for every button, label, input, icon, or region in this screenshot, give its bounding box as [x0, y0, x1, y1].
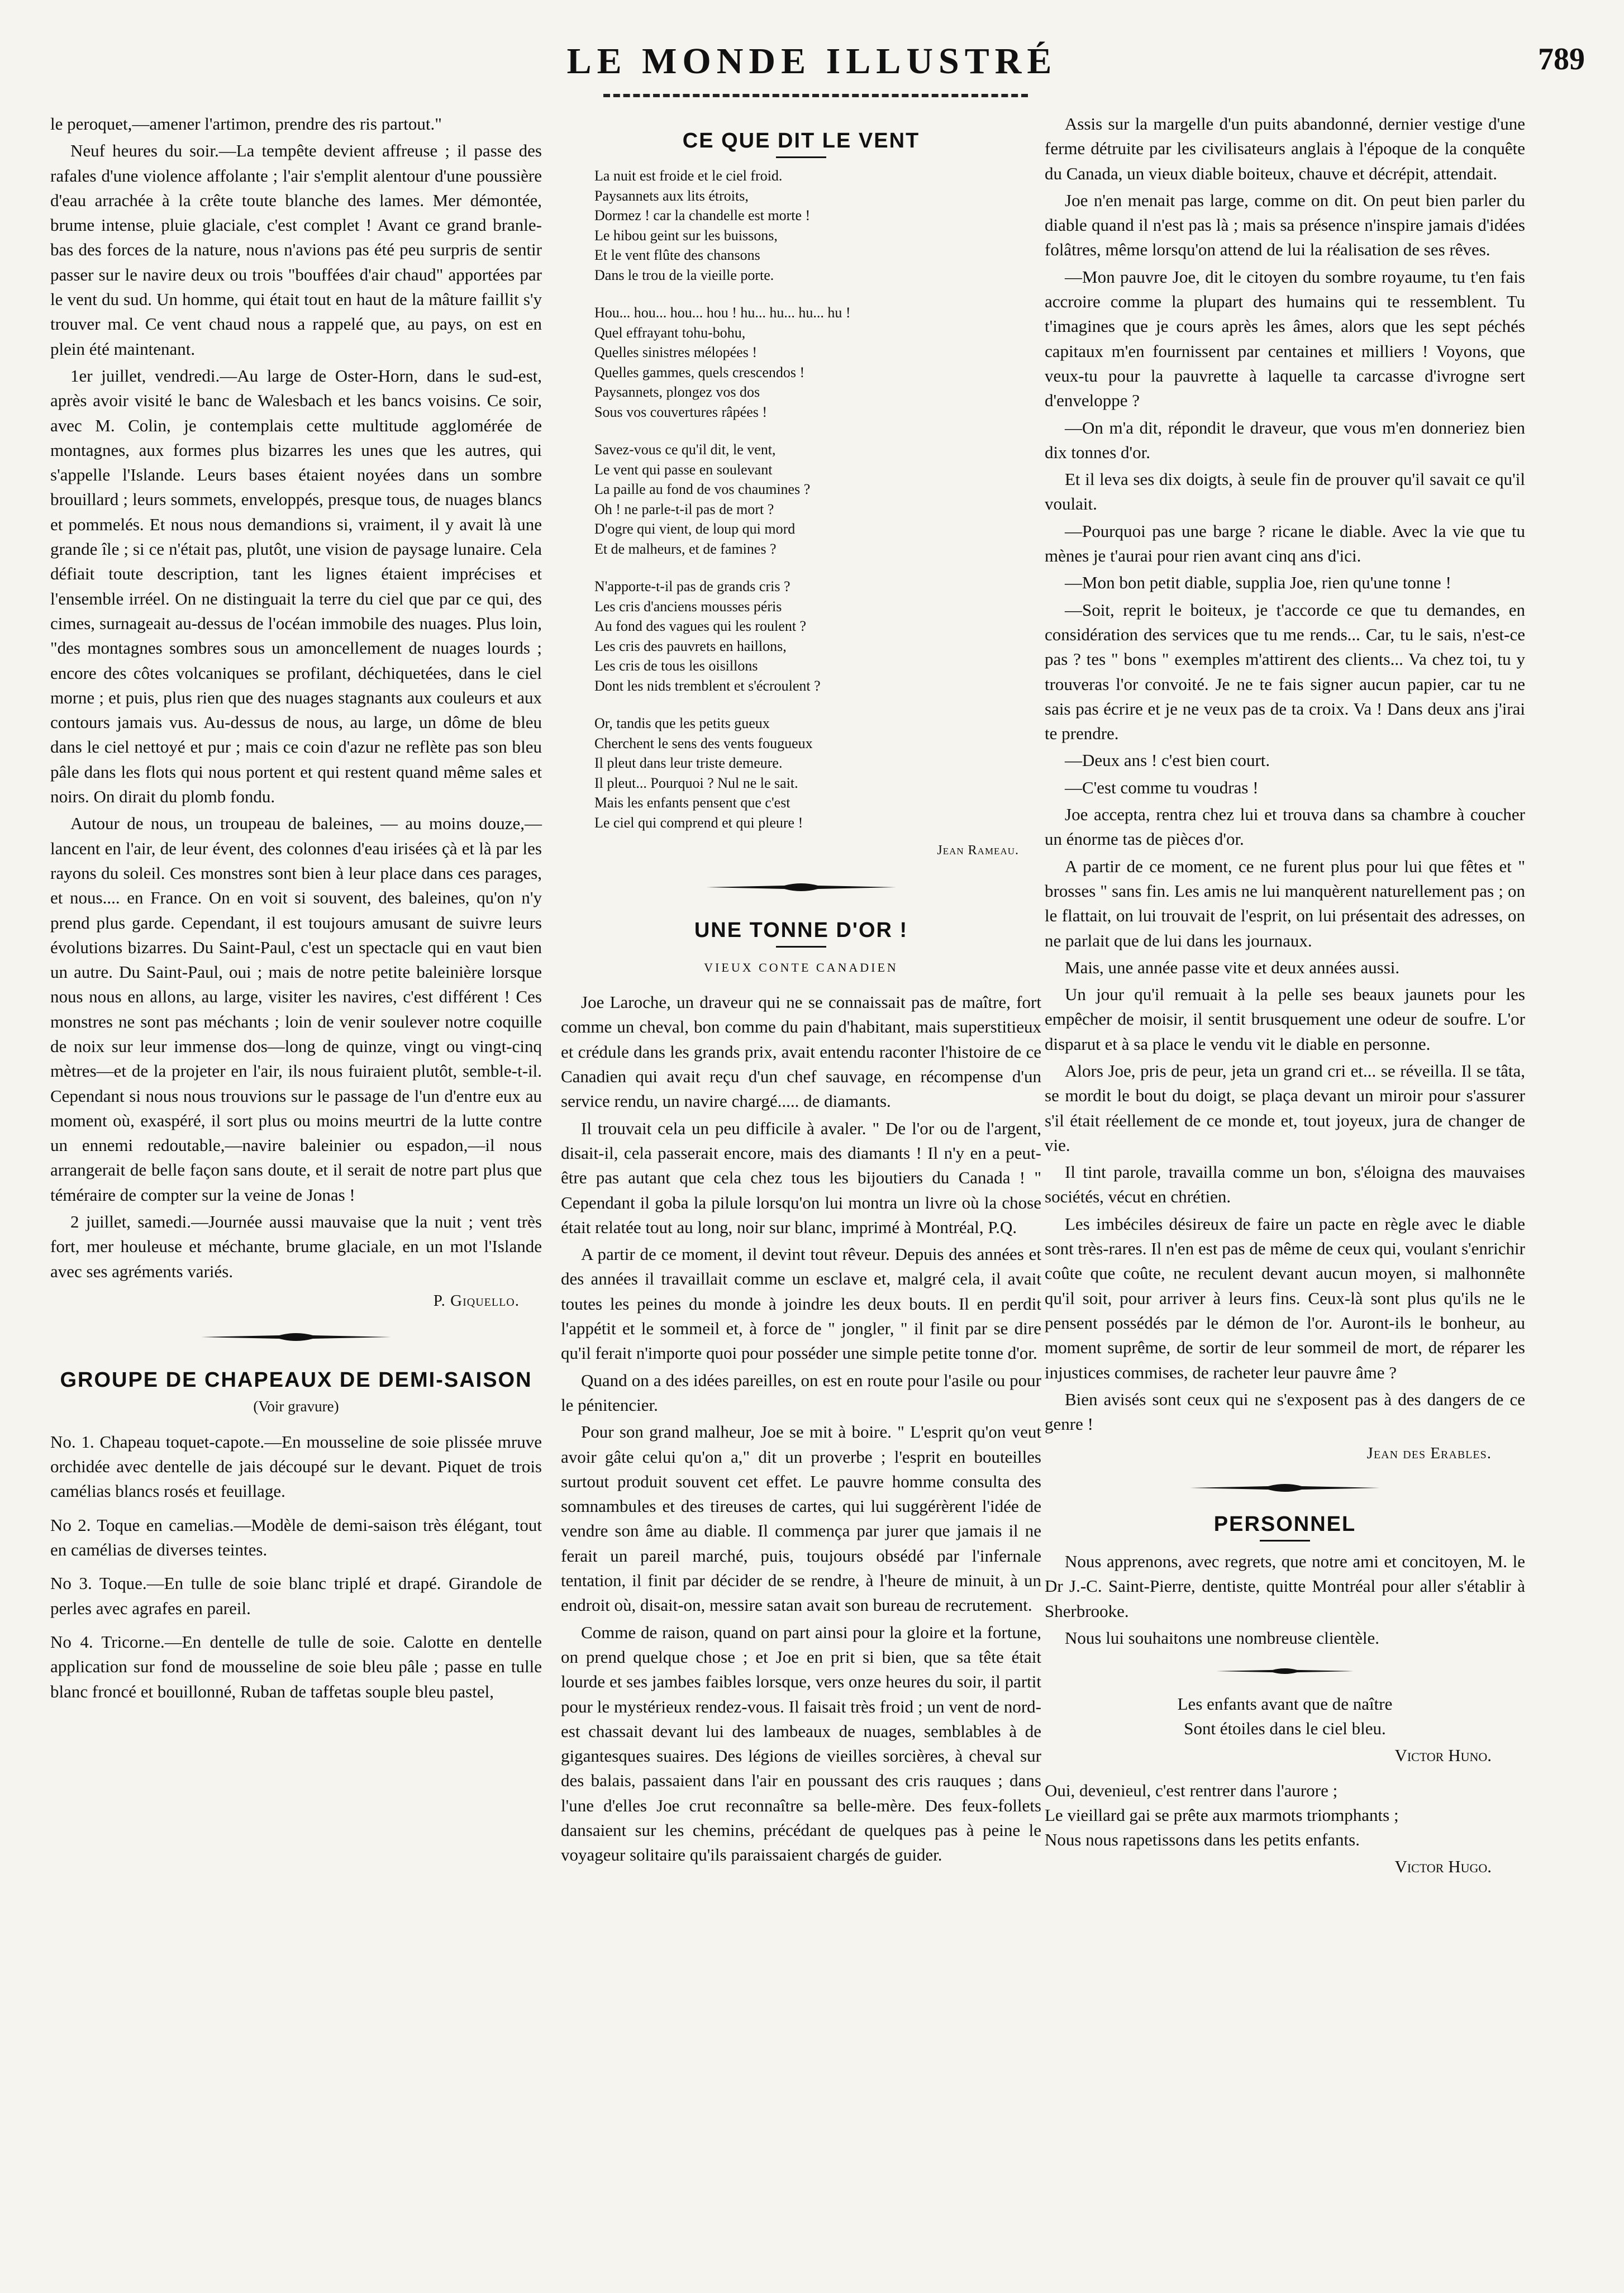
poem-line: Le vent qui passe en soulevant: [594, 461, 773, 478]
quote-signature: Victor Huno.: [1394, 1745, 1492, 1766]
poem-line: Mais les enfants pensent que c'est: [594, 795, 790, 811]
poem-line: N'apporte-t-il pas de grands cris ?: [594, 578, 790, 595]
poem-line: La nuit est froide et le ciel froid.: [594, 168, 783, 184]
paragraph: Alors Joe, pris de peur, jeta un grand cri et... se réveilla. Il se tâta, se mordit le bout du doigt, se plaça devant un miroir pour s'assurer s'il était réellement de ce monde et, tout joyeux, jura de changer de vie.: [1045, 1060, 1525, 1155]
list-item: No 3. Toque.—En tulle de soie blanc triplé et drapé. Girandole de perles avec agrafes en pareil.: [50, 1573, 542, 1618]
paragraph: Autour de nous, un troupeau de baleines, — au moins douze,—lancent en l'air, de leur évent, des colonnes d'eau irisées çà et là par les rayons du soleil. Ces monstres sont bien à leur place dans ces parages, et nous.... en France. On en voit si souvent, des baleines, qu'on n'y prend plus garde. Cependant, il est toujours amusant de suivre leurs évolutions bizarres. Du Saint-Paul, c'est un spectacle qui en vaut bien un autre. Du Saint-Paul, oui ; mais de notre petite baleinière lorsque nous nous en allons, au large, visiter les navires, c'est différent ! Ces monstres ne sont pas méchants ; loin de venir soulever notre coquille de noix sur leur immense dos—long de quinze, vingt ou vingt-cinq mètres—et de la projeter en l'air, ils nous fuiraient plutôt, semble-t-il. Cependant si nous nous trouvions sur le passage de l'un d'entre eux au moment où, exaspéré, il sort plus ou moins meurtri de la lutte contre un ennemi redoutable,—navire baleinier ou espadon,—il nous arrangerait de belle façon sans doute, et il serait de notre part plus que téméraire de compter sur la veine de Jonas !: [50, 814, 542, 1205]
column-left: [50, 112, 542, 1704]
verse-line: Sont étoiles dans le ciel bleu.: [1184, 1719, 1386, 1739]
column-middle: [561, 112, 1041, 1868]
paragraph: Bien avisés sont ceux qui ne s'exposent pas à des dangers de ce genre !: [1045, 1389, 1525, 1434]
poem-line: Dans le trou de la vieille porte.: [594, 267, 774, 283]
author-signature: P. Giquello.: [433, 1291, 520, 1310]
paragraph: Assis sur la margelle d'un puits abandonné, dernier vestige d'une ferme détruite par les civilisateurs anglais à l'époque de la conquête du Canada, un vieux diable boiteux, chauve et décrépit, attendait.: [1045, 114, 1525, 183]
list-item: No 2. Toque en camelias.—Modèle de demi-saison très élégant, tout en camélias de diverses teintes.: [50, 1515, 542, 1560]
paragraph: Pour son grand malheur, Joe se mit à boire. " L'esprit qu'on veut avoir gâte celui qu'on a," dit un proverbe ; l'esprit en bouteilles surtout produit souvent cet effet. Le pauvre homme consulta des somnambules et des tireuses de cartes, qui lui suggérèrent l'idée de vendre son âme au diable. Il commença par jurer que jamais il ne ferait un pareil marché, puis, toujours obsédé par l'infernale tentation, il finit par décider de se rendre, à l'heure de minuit, à un endroit où, disait-on, messire satan avait son bureau de recrutement.: [561, 1422, 1041, 1615]
newspaper-title: LE MONDE ILLUSTRÉ: [566, 41, 1058, 82]
poem-line: Quelles gammes, quels crescendos !: [594, 364, 805, 380]
poem-stanza: [594, 577, 1041, 696]
poem-line: Quel effrayant tohu-bohu,: [594, 324, 746, 341]
paragraph: Comme de raison, quand on part ainsi pour la gloire et la fortune, on prend quelque chose ; et Joe en prit si bien, que sa tête était lourde et ses jambes faibles lorsque, vers onze heures du soir, il partit pour le mystérieux rendez-vous. Il faisait très froid ; un vent de nord-est chassait devant lui des lambeaux de nuages, semblables à de gigantesques suaires. Des légions de vieilles sorcières, à cheval sur des balais, passaient dans l'air en poussant des cris rauques ; dans l'une d'elles Joe crut reconnaître sa belle-mère. Des feux-follets dansaient sur les chemins, précédant de quelques pas à peine le voyageur solitaire qu'ils paraissaient chargés de guider.: [561, 1622, 1041, 1865]
paragraph: 2 juillet, samedi.—Journée aussi mauvaise que la nuit ; vent très fort, mer houleuse et méchante, brume glaciale, en un mot l'Islande avec ses agréments variés.: [50, 1212, 542, 1281]
quote-signature: Victor Hugo.: [1394, 1856, 1492, 1876]
poem-line: Les cris des pauvrets en haillons,: [594, 638, 787, 654]
paragraph: —Pourquoi pas une barge ? ricane le diable. Avec la vie que tu mènes je t'aurai pour rien avant cinq ans d'ici.: [1045, 521, 1525, 566]
poem-stanza: [594, 166, 1041, 285]
quote-verse: [1045, 1692, 1525, 1741]
poem-line: Les cris d'anciens mousses péris: [594, 598, 782, 615]
poem-signature: Jean Rameau.: [937, 843, 1019, 858]
paragraph: —Mon pauvre Joe, dit le citoyen du sombre royaume, tu t'en fais accroire comme la plupart des humains qui te ressemblent. Tu t'imagines que je cours après les âmes, alors que les sept péchés capitaux m'en fournissent par centaines et milliers ! Voyons, que veux-tu pour la pauvrette à laquelle ta carcasse d'ivrogne sert d'enveloppe ?: [1045, 267, 1525, 411]
story-heading: UNE TONNE D'OR !: [694, 918, 908, 942]
list-item: No 4. Tricorne.—En dentelle de tulle de soie. Calotte en dentelle application sur fond de mousseline de soie bleu pâle ; passe en tulle blanc froncé et bouillonné, Ruban de taffetas souple bleu pastel,: [50, 1631, 542, 1701]
poem-line: Et le vent flûte des chansons: [594, 247, 760, 264]
poem-line: Paysannets, plongez vos dos: [594, 384, 760, 401]
ornament-divider: [196, 1330, 397, 1344]
poem-line: Dont les nids tremblent et s'écroulent ?: [594, 677, 821, 694]
poem-stanza: [594, 440, 1041, 559]
paragraph: Il trouvait cela un peu difficile à avaler. " De l'or ou de l'argent, disait-il, cela passerait encore, mais des diamants ! Il n'y en a peut-être pas autant que cela chez tous les bijoutiers du Canada ! " Cependant il goba la pilule lorsqu'on lui montra un livre où la chose était relatée tout au long, noir sur blanc, imprimé à Montréal, P.Q.: [561, 1118, 1041, 1237]
story-subheading: VIEUX CONTE CANADIEN: [704, 960, 898, 974]
paragraph: Les imbéciles désireux de faire un pacte en règle avec le diable sont très-rares. Il n'en est pas de même de ceux qui, voulant s'enrichir coûte que coûte, ne reculent devant aucun moyen, si malhonnête qu'il soit, pour arriver à leurs fins. Ceux-là sont plus qu'ils ne le pensent possédés par le démon de l'or. Auront-ils le bonheur, au moment suprême, de sortir de leur sommeil de mort, de réparer les injustices commises, de racheter leur pauvre âme ?: [1045, 1214, 1525, 1382]
paragraph: Nous lui souhaitons une nombreuse clientèle.: [1065, 1628, 1380, 1648]
paragraph: Il tint parole, travailla comme un bon, s'éloigna des mauvaises sociétés, vécut en chrétien.: [1045, 1162, 1525, 1207]
paragraph: A partir de ce moment, ce ne furent plus pour lui que fêtes et " brosses " sans fin. Les amis ne lui manquèrent naturellement pas ; on le flattait, on lui trouvait de l'esprit, on lui présentait des adresses, on ne parlait que de lui dans les journaux.: [1045, 856, 1525, 950]
poem-stanza: [594, 713, 1041, 832]
chapeaux-heading: GROUPE DE CHAPEAUX DE DEMI-SAISON: [60, 1368, 532, 1392]
quote-verse: [1045, 1778, 1525, 1852]
paragraph: Nous apprenons, avec regrets, que notre ami et concitoyen, M. le Dr J.-C. Saint-Pierre, dentiste, quitte Montréal pour aller s'établir à Sherbrooke.: [1045, 1552, 1525, 1621]
paragraph: —Deux ans ! c'est bien court.: [1065, 750, 1270, 770]
chapeaux-list: [50, 1430, 542, 1704]
poem-line: Paysannets aux lits étroits,: [594, 187, 749, 204]
poem-line: Cherchent le sens des vents fougueux: [594, 735, 813, 751]
paragraph: —Mon bon petit diable, supplia Joe, rien qu'une tonne !: [1065, 573, 1451, 593]
poem-line: Le ciel qui comprend et qui pleure !: [594, 814, 803, 831]
poem-stanza: [594, 303, 1041, 422]
paragraph: Joe accepta, rentra chez lui et trouva dans sa chambre à coucher un énorme tas de pièces d'or.: [1045, 805, 1525, 849]
paragraph: Et il leva ses dix doigts, à seule fin de prouver qu'il savait ce qu'il voulait.: [1045, 469, 1525, 514]
paragraph: —C'est comme tu voudras !: [1065, 777, 1259, 797]
poem-line: Il pleut... Pourquoi ? Nul ne le sait.: [594, 774, 798, 791]
masthead: [0, 0, 1624, 112]
list-item: No. 1. Chapeau toquet-capote.—En mousseline de soie plissée mruve orchidée avec dentelle de jais découpé sur le devant. Piquet de trois camélias blancs rosés et feuillage.: [50, 1431, 542, 1501]
poem-line: Et de malheurs, et de famines ?: [594, 540, 777, 557]
paragraph: Un jour qu'il remuait à la pelle ses beaux jaunets pour les empêcher de moisir, il sentit brusquement une odeur de soufre. L'or disparut et à sa place le vendu vit le diable en personne.: [1045, 984, 1525, 1054]
paragraph: Quand on a des idées pareilles, on est en route pour l'asile ou pour le pénitencier.: [561, 1370, 1041, 1415]
paragraph: 1er juillet, vendredi.—Au large de Oster-Horn, dans le sud-est, après avoir visité le banc de Walesbach et les bancs voisins. Ce soir, avec M. Colin, je contemplais cette multitude agglomérée de montagnes, aux formes plus bizarres les unes que les autres, qui s'appelle l'Islande. Leurs bases étaient noyées dans un sombre brouillard ; leurs sommets, enveloppés, presque tous, de nuages blancs et pommelés. Et nous nous demandions si, vraiment, il y avait là une grande île ; si ce n'était pas, plutôt, une vision de paysage lunaire. Cela défiait toute description, tant les lignes étaient imprécises et l'ensemble irréel. On ne distinguait la terre du ciel que par ce qui, des cimes, surnageait au-dessus de l'océan immobile des nuages. Plus loin, "des montagnes sombres sous un amoncellement de nuages lourds ; encore des côtes volcaniques se profilant, déchiquetées, dans le ciel morne ; et puis, plus rien que des nuages stagnants aux couleurs et aux contours jamais vus. Au-dessus de nous, au large, un dôme de bleu dans le ciel nettoyé et pur ; mais ce coin d'azur ne reflète pas son bleu pâle dans les flots qui nous portent et qui restent quand même sales et noirs. On dirait du plomb fondu.: [50, 365, 542, 807]
paragraph: —Soit, reprit le boiteux, je t'accorde ce que tu demandes, en considération des services que tu me rends... Car, tu le sais, n'est-ce pas ? tes " bons " exemples m'attirent des clients... Va chez toi, tu y trouveras l'or convoité. Je ne te fais signer aucun papier, car tu ne sais pas écrire et je ne veux pas de ta croix. Va ! Dans deux ans j'irai te prendre.: [1045, 600, 1525, 744]
heading-rule: [776, 946, 826, 948]
paragraph: Joe Laroche, un draveur qui ne se connaissait pas de maître, fort comme un cheval, bon comme du pain d'habitant, mais superstitieux et crédule dans les grands prix, avait entendu raconter l'histoire de ce Canadien qui avait reçu d'un chef sauvage, en récompense d'un service rendu, un navire chargé..... de diamants.: [561, 992, 1041, 1111]
poem-line: Dormez ! car la chandelle est morte !: [594, 207, 811, 224]
poem: [594, 166, 1041, 832]
poem-line: Savez-vous ce qu'il dit, le vent,: [594, 441, 776, 458]
paragraph: Neuf heures du soir.—La tempête devient affreuse ; il passe des rafales d'une violence affolante ; l'air s'emplit alentour d'une poussière d'eau arrachée à la crête toute blanche des lames. Mer démontée, brume intense, pluie glaciale, c'est complet ! Avant ce grand branle-bas des forces de la nature, nous n'avions pas été peu surpris de sentir passer sur le navire deux ou trois "bouffées d'air chaud" apportées par le vent du sud. Un homme, qui était tout en haut de la mâture faillit s'y trouver mal. Ce vent chaud nous a rappelé que, au pays, on est en plein été maintenant.: [50, 141, 542, 359]
ornament-divider: [1184, 1481, 1385, 1495]
heading-rule: [776, 156, 826, 158]
ornament-divider: [1212, 1664, 1358, 1678]
paragraph: —On m'a dit, répondit le draveur, que vous m'en donneriez bien dix tonnes d'or.: [1045, 417, 1525, 462]
verse-line: Nous nous rapetissons dans les petits enfants.: [1045, 1829, 1360, 1849]
personnel-heading: PERSONNEL: [1213, 1512, 1356, 1536]
poem-line: Oh ! ne parle-t-il pas de mort ?: [594, 501, 774, 517]
column-right: [1045, 112, 1525, 1889]
story-signature: Jean des Erables.: [1366, 1444, 1492, 1463]
verse-line: Le vieillard gai se prête aux marmots triomphants ;: [1045, 1805, 1399, 1825]
poem-line: Le hibou geint sur les buissons,: [594, 227, 778, 244]
poem-line: Les cris de tous les oisillons: [594, 658, 758, 674]
poem-line: D'ogre qui vient, de loup qui mord: [594, 521, 796, 537]
paragraph: Mais, une année passe vite et deux années aussi.: [1065, 957, 1400, 977]
paragraph: A partir de ce moment, il devint tout rêveur. Depuis des années et des années il travaillait comme un esclave et, malgré cela, il avait toutes les peines du monde à joindre les deux bouts. Il en perdit l'appétit et le sommeil et, à force de " jongler, " il finit par se dire qu'il ferait n'importe quoi pour posséder une simple petite tonne d'or.: [561, 1244, 1041, 1363]
paragraph: Joe n'en menait pas large, comme on dit. On peut bien parler du diable quand il n'est pas là ; mais sa présence n'inspire jamais d'idées folâtres, même lorsqu'on attend de lui la réalisation de ses rêves.: [1045, 190, 1525, 260]
heading-rule: [1260, 1540, 1310, 1542]
chapeaux-subheading: (Voir gravure): [253, 1397, 339, 1415]
ornament-divider: [701, 880, 902, 895]
poem-heading: CE QUE DIT LE VENT: [682, 129, 920, 153]
page-number: 789: [1538, 42, 1585, 77]
masthead-rule: [603, 94, 1028, 97]
poem-line: Quelles sinistres mélopées !: [594, 344, 757, 361]
poem-line: Il pleut dans leur triste demeure.: [594, 755, 783, 772]
paragraph: le peroquet,—amener l'artimon, prendre des ris partout.": [50, 114, 442, 134]
poem-line: Hou... hou... hou... hou ! hu... hu... hu... hu !: [594, 305, 851, 321]
poem-line: La paille au fond de vos chaumines ?: [594, 481, 811, 498]
verse-line: Les enfants avant que de naître: [1177, 1694, 1393, 1714]
poem-line: Or, tandis que les petits gueux: [594, 715, 770, 732]
verse-line: Oui, devenieul, c'est rentrer dans l'aurore ;: [1045, 1780, 1338, 1800]
poem-line: Sous vos couvertures râpées !: [594, 403, 768, 420]
poem-line: Au fond des vagues qui les roulent ?: [594, 618, 807, 635]
